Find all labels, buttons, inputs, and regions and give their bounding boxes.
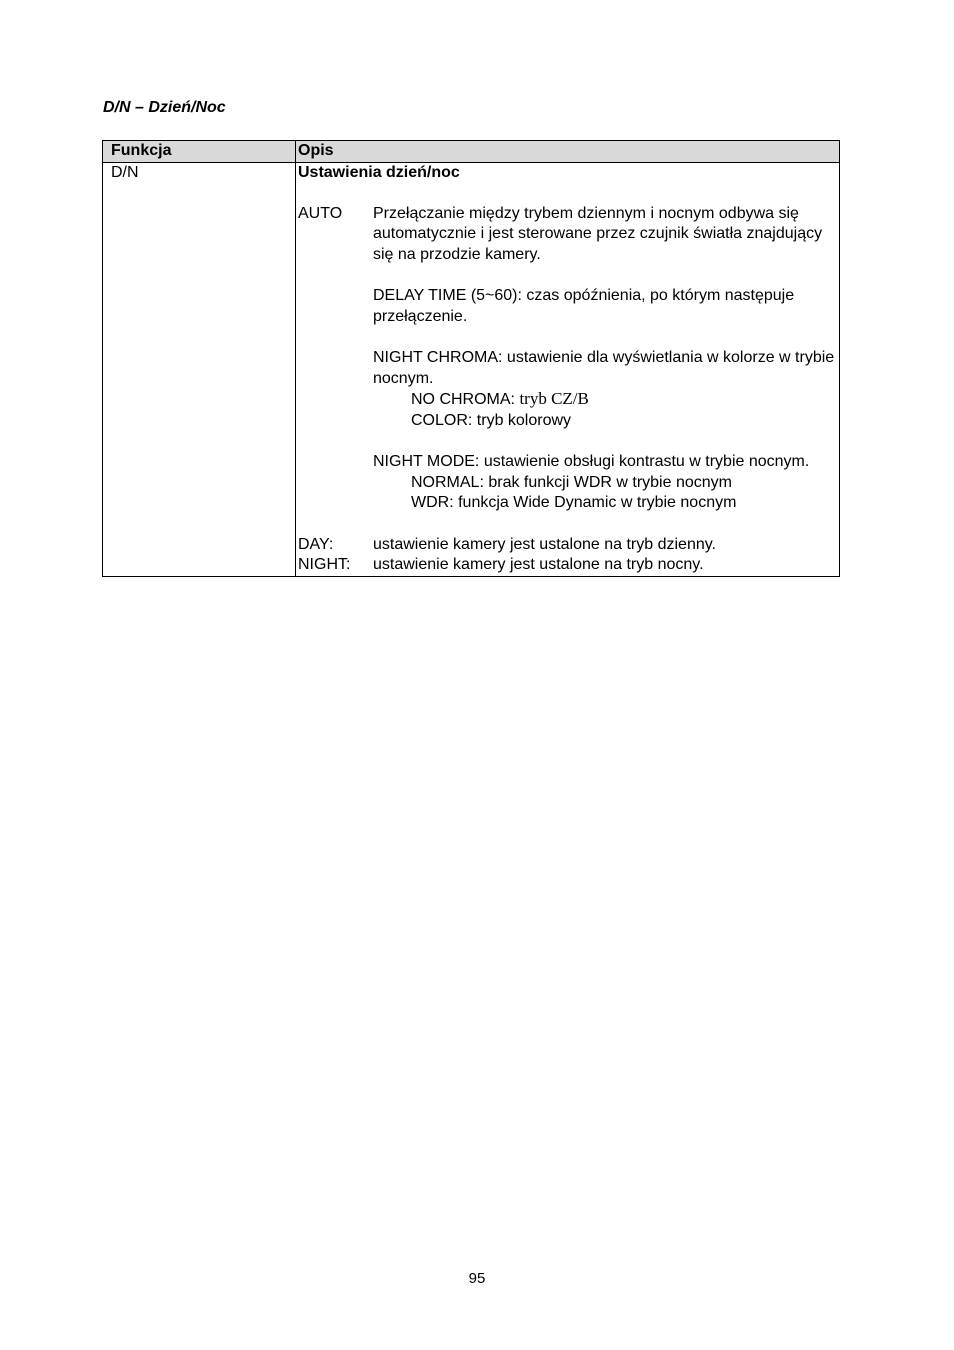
- night-mode-text: NIGHT MODE: ustawienie obsługi kontrastu w trybie nocnym.: [373, 453, 810, 470]
- table-row: [103, 163, 840, 577]
- auto-key: AUTO: [298, 204, 343, 222]
- auto-row: [298, 204, 835, 535]
- auto-block: [373, 204, 835, 535]
- function-cell: D/N: [103, 163, 296, 577]
- no-chroma-line: [373, 389, 835, 411]
- header-description: Opis: [296, 141, 840, 163]
- header-function: Funkcja: [103, 141, 296, 163]
- wdr-line: WDR: funkcja Wide Dynamic w trybie nocnym: [411, 494, 737, 511]
- section-title: D/N – Dzień/Noc: [103, 99, 226, 116]
- night-key: NIGHT:: [298, 556, 351, 573]
- night-chroma-text: NIGHT CHROMA: ustawienie dla wyświetlania w kolorze w trybie nocnym.: [373, 349, 835, 387]
- function-table: [102, 140, 840, 577]
- table-header-row: [103, 141, 840, 163]
- description-title: Ustawienia dzień/noc: [298, 164, 460, 181]
- description-cell: [296, 163, 840, 577]
- color-line: COLOR: tryb kolorowy: [411, 411, 572, 429]
- no-chroma-value: tryb CZ/B: [519, 389, 589, 408]
- night-row: [298, 555, 835, 576]
- no-chroma-label: NO CHROMA:: [411, 391, 515, 408]
- day-key: DAY:: [298, 535, 334, 553]
- auto-text: Przełączanie między trybem dziennym i nocnym odbywa się automatycznie i jest sterowane przez czujnik światła znajdujący się na przodzie kamery.: [373, 204, 823, 263]
- normal-line: NORMAL: brak funkcji WDR w trybie nocnym: [411, 473, 732, 491]
- night-chroma-block: [373, 348, 835, 431]
- night-mode-block: [373, 452, 835, 514]
- day-row: [298, 535, 835, 556]
- night-text: ustawienie kamery jest ustalone na tryb nocny.: [373, 556, 704, 573]
- delay-time-text: DELAY TIME (5~60): czas opóźnienia, po którym następuje przełączenie.: [373, 287, 795, 325]
- page-number: 95: [468, 1270, 486, 1287]
- day-text: ustawienie kamery jest ustalone na tryb dzienny.: [373, 535, 716, 553]
